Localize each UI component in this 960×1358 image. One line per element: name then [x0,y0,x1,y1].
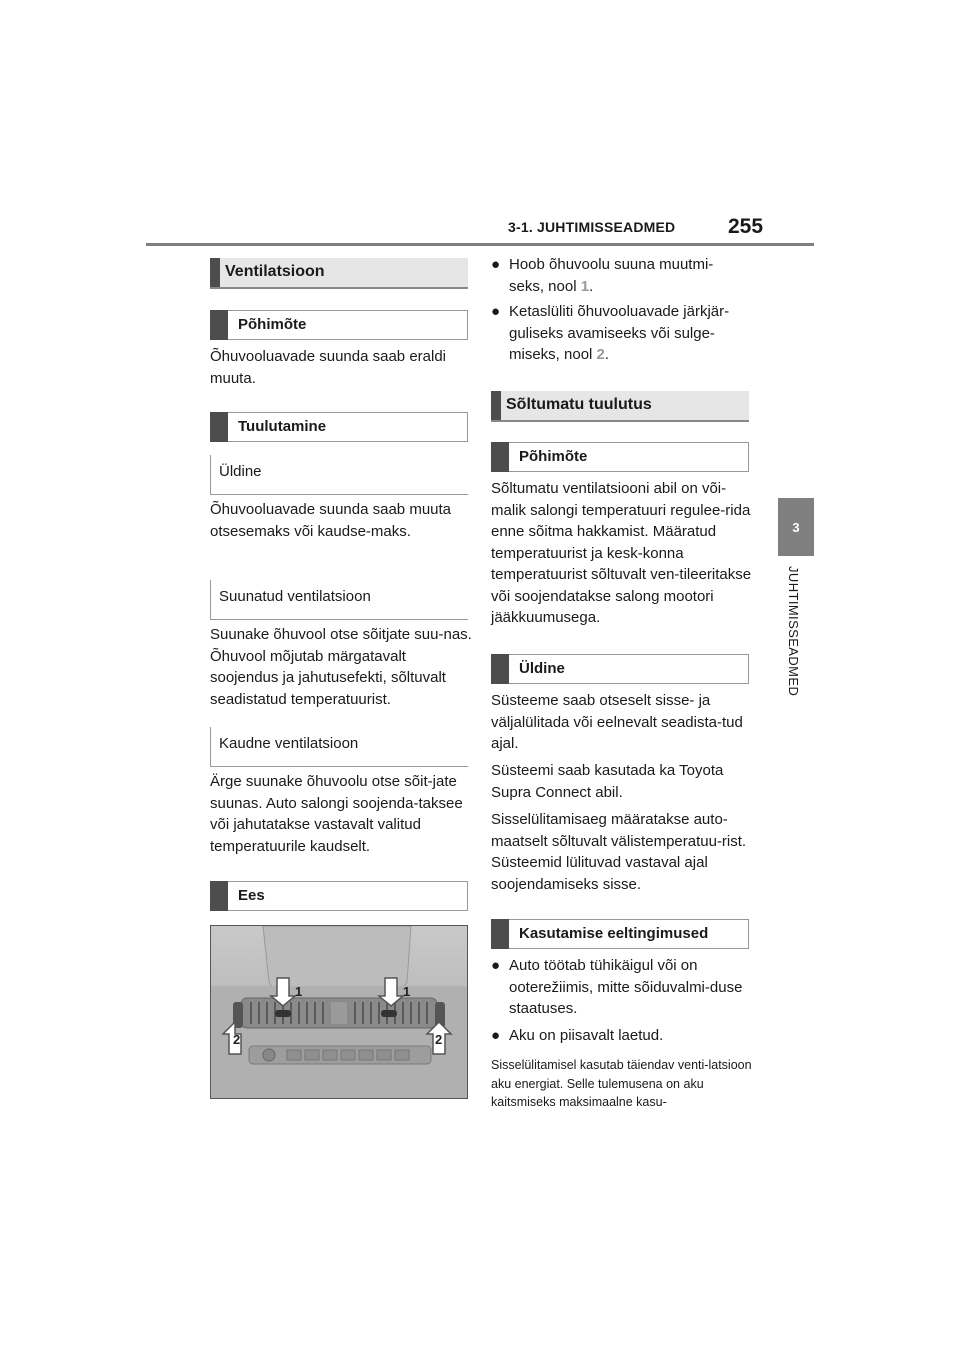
bullet-thumbwheel [491,301,754,366]
bullet-text-end: . [604,346,610,363]
paragraph-uldine: Õhuvooluavade suunda saab muuta otsesemaks või kaudse-maks. [210,501,452,540]
paragraph-pohimote: Õhuvooluavade suunda saab eraldi muuta. [210,348,447,387]
subheading-kasutamise [491,919,749,949]
bullet-text-line3: miseks, nool [509,346,597,363]
paragraph-uldine-3: Sisselülitamisaeg määratakse auto-maatselt sõltuvalt välistemperatuu-rist. Süsteemid lülituvad vastaval ajal soojendamiseks sisse. [491,811,747,893]
section-heading-text: Sõltumatu tuulutus [506,396,652,413]
bullet-icon: ● [491,1027,501,1044]
chapter-tab-label: JUHTIMISSEADMED [786,566,801,697]
subheading-bar [491,919,509,949]
arrow-number: 2 [596,346,605,363]
section-heading-text: Ventilatsioon [225,263,325,280]
subheading-text: Üldine [519,660,565,677]
subheading-text: Kasutamise eeltingimused [519,925,709,942]
paragraph-small-note: Sisselülitamisel kasutab täiendav venti-latsioon aku energiat. Selle tulemusena on aku kaitsmiseks maksimaalne kasu- [491,1058,752,1109]
bullet-idle [491,955,754,1020]
subheading-bar [210,881,228,911]
heading-bar [491,391,501,420]
minor-heading-text: Kaudne ventilatsioon [219,735,359,752]
bullet-text-line2: guliseks avamiseeks või sulge- [509,324,715,342]
bullet-text: Aku on piisavalt laetud. [509,1027,664,1044]
bullet-text-end: . [589,277,594,295]
figure-label-1-left: 1 [295,984,303,999]
bullet-icon: ● [491,303,501,320]
chapter-title: 3-1. JUHTIMISSEADMED [508,219,676,235]
subheading-text: Põhimõte [519,448,588,465]
subheading-text: Ees [238,887,265,904]
paragraph-suunatud: Suunake õhuvool otse sõitjate suu-nas. Õhuvool mõjutab märgatavalt soojendus ja jahutusefekti, sõltuvalt seadistatud temperatuurist. [210,626,472,708]
minor-heading-suunatud [210,580,468,620]
section-heading-ventilatsioon [210,258,468,289]
dashboard-illustration [211,926,467,1098]
subheading-bar [210,412,228,442]
bullet-lever [491,254,754,297]
figure-label-2-left: 2 [233,1032,241,1047]
page-number: 255 [728,215,764,238]
paragraph-uldine-2: Süsteemi saab kasutada ka Toyota Supra Connect abil. [491,762,724,801]
paragraph-uldine-1: Süsteeme saab otseselt sisse- ja väljalülitada või eelnevalt seadista-tud ajal. [491,692,743,752]
heading-bar [210,258,220,287]
minor-heading-kaudne [210,727,468,767]
subheading-pohimote [210,310,468,340]
bullet-battery [491,1025,754,1047]
figure-label-1-right: 1 [403,984,411,999]
figure-label-2-right: 2 [435,1032,443,1047]
minor-heading-text: Suunatud ventilatsioon [219,588,371,605]
paragraph-pohimote-right: Sõltumatu ventilatsiooni abil on või-malik salongi temperatuuri regulee-rida enne sõitma hakkamist. Määratud temperatuurist ja kesk-konna temperatuurist sõltuvalt ven-tileeritakse või soojendatakse salong mootori jääkkuumusega. [491,480,752,626]
arrow-number: 1 [580,277,590,295]
bullet-text-line2: seks, nool [509,277,581,295]
dashboard-vents-figure [210,925,468,1099]
subheading-bar [491,442,509,472]
subheading-bar [210,310,228,340]
bullet-icon: ● [491,957,501,974]
subheading-text: Põhimõte [238,316,307,333]
subheading-ees [210,881,468,911]
section-heading-soltumatu [491,391,749,422]
subheading-tuulutamine [210,412,468,442]
minor-heading-text: Üldine [219,463,262,480]
bullet-text-line1: Hoob õhuvoolu suuna muutmi- [509,256,714,273]
paragraph-kaudne: Ärge suunake õhuvoolu otse sõit-jate suunas. Auto salongi soojenda-taksee või jahutatakse vastavalt valitud temperatuurile kaudselt. [210,773,463,855]
chapter-tab-number: 3 [778,498,814,556]
bullet-icon: ● [491,256,501,273]
subheading-pohimote-right [491,442,749,472]
bullet-text-line1: Ketaslüliti õhuvooluavade järkjär- [509,303,730,320]
minor-heading-uldine [210,455,468,495]
subheading-bar [491,654,509,684]
subheading-text: Tuulutamine [238,418,327,435]
header-rule [146,243,814,246]
subheading-uldine-right [491,654,749,684]
bullet-text: Auto töötab tühikäigul või on ooterežiimis, mitte sõiduvalmi-duse staatuses. [509,957,743,1017]
